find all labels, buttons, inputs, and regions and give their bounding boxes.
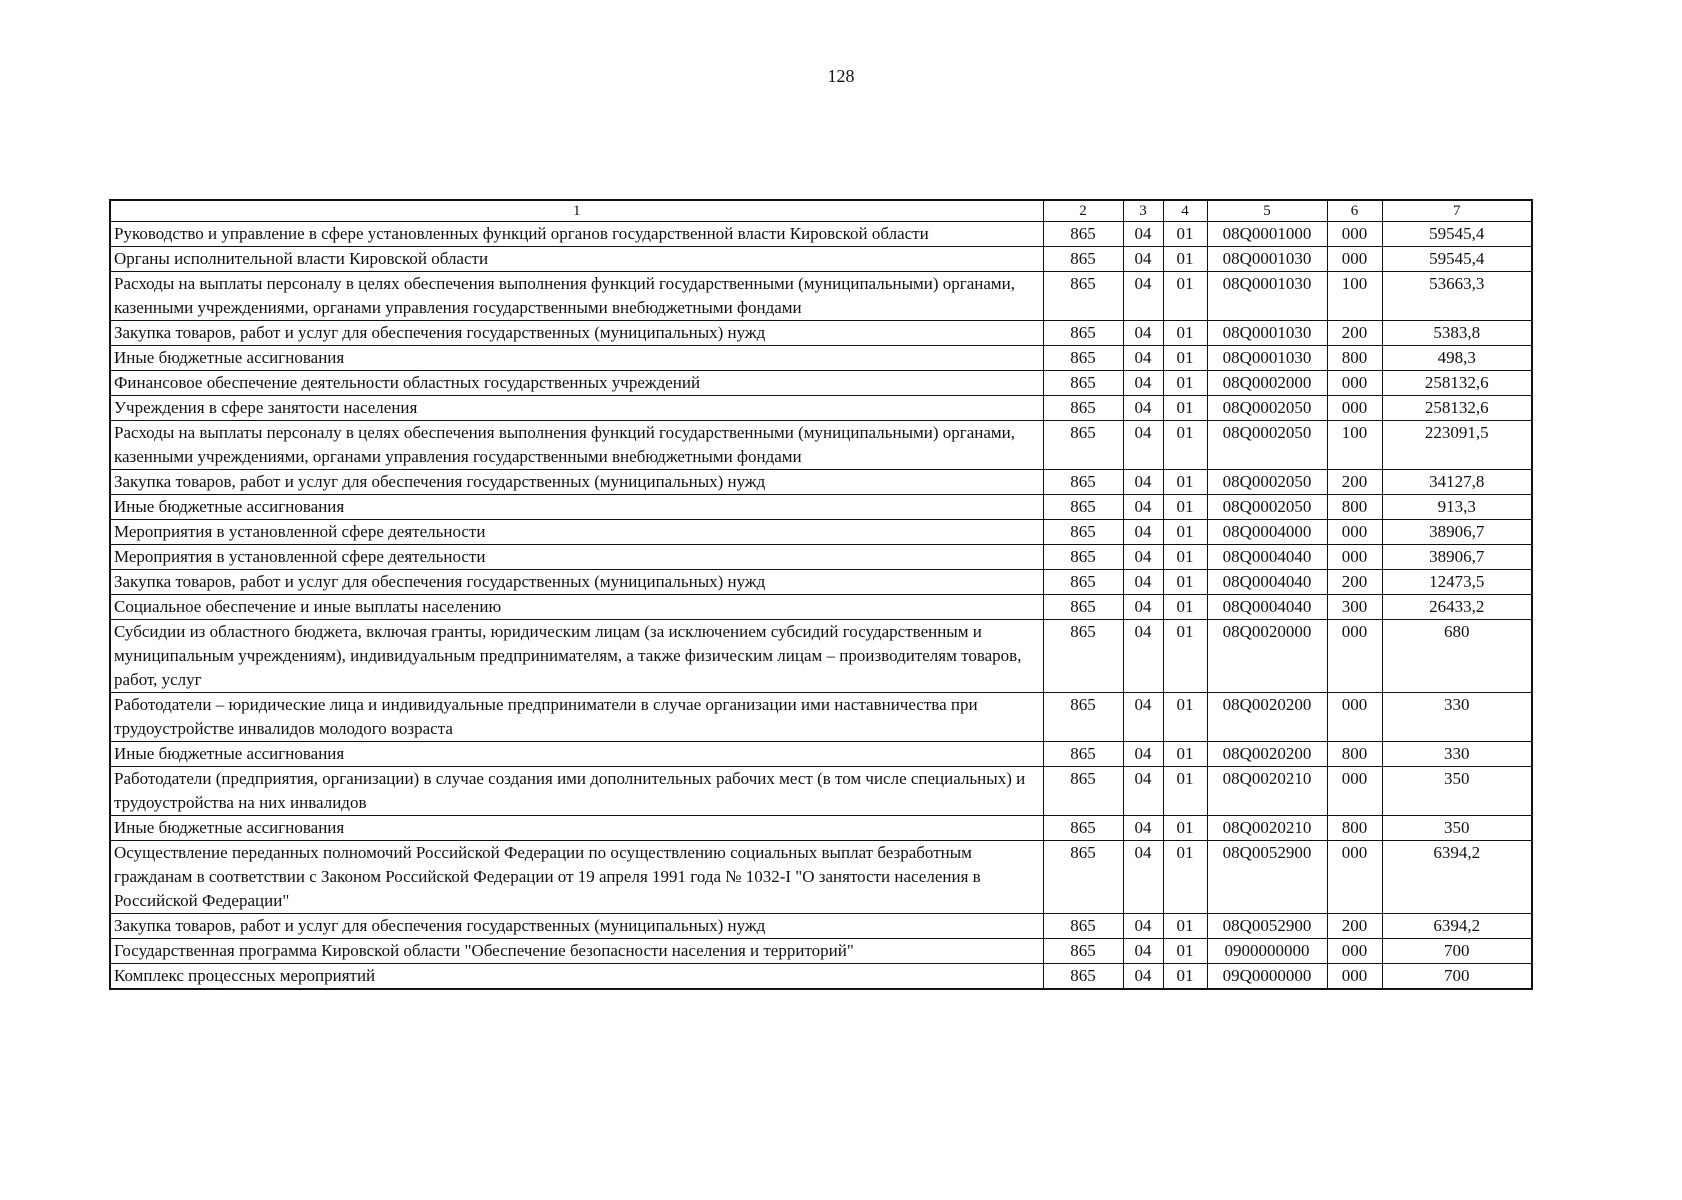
amount-cell: 223091,5 — [1382, 421, 1532, 470]
expense-type-code-cell: 800 — [1327, 742, 1382, 767]
target-article-code-cell: 08Q0001030 — [1207, 247, 1327, 272]
subsection-code-cell: 01 — [1163, 816, 1207, 841]
expense-type-code-cell: 000 — [1327, 939, 1382, 964]
item-name-cell: Иные бюджетные ассигнования — [110, 742, 1043, 767]
subsection-code-cell: 01 — [1163, 495, 1207, 520]
section-code-cell: 04 — [1123, 570, 1163, 595]
ministry-code-cell: 865 — [1043, 620, 1123, 693]
section-code-cell: 04 — [1123, 693, 1163, 742]
table-row — [110, 545, 1532, 570]
expense-type-code-cell: 800 — [1327, 495, 1382, 520]
item-name-cell: Закупка товаров, работ и услуг для обеспечения государственных (муниципальных) нужд — [110, 570, 1043, 595]
subsection-code-cell: 01 — [1163, 964, 1207, 990]
ministry-code-cell: 865 — [1043, 545, 1123, 570]
expense-type-code-cell: 000 — [1327, 841, 1382, 914]
ministry-code-cell: 865 — [1043, 421, 1123, 470]
expense-type-code-cell: 800 — [1327, 346, 1382, 371]
amount-cell: 330 — [1382, 693, 1532, 742]
amount-cell: 38906,7 — [1382, 545, 1532, 570]
expense-type-code-cell: 000 — [1327, 620, 1382, 693]
target-article-code-cell: 08Q0002050 — [1207, 495, 1327, 520]
subsection-code-cell: 01 — [1163, 520, 1207, 545]
subsection-code-cell: 01 — [1163, 421, 1207, 470]
subsection-code-cell: 01 — [1163, 595, 1207, 620]
ministry-code-cell: 865 — [1043, 520, 1123, 545]
target-article-code-cell: 08Q0001000 — [1207, 222, 1327, 247]
table-row — [110, 841, 1532, 914]
subsection-code-cell: 01 — [1163, 272, 1207, 321]
table-row — [110, 816, 1532, 841]
target-article-code-cell: 08Q0001030 — [1207, 346, 1327, 371]
ministry-code-cell: 865 — [1043, 816, 1123, 841]
amount-cell: 498,3 — [1382, 346, 1532, 371]
item-name-cell: Работодатели (предприятия, организации) в случае создания ими дополнительных рабочих мест (в том числе специальных) и трудоустройства на них инвалидов — [110, 767, 1043, 816]
ministry-code-cell: 865 — [1043, 247, 1123, 272]
table-row — [110, 767, 1532, 816]
section-code-cell: 04 — [1123, 816, 1163, 841]
section-code-cell: 04 — [1123, 396, 1163, 421]
section-code-cell: 04 — [1123, 767, 1163, 816]
section-code-cell: 04 — [1123, 247, 1163, 272]
section-code-cell: 04 — [1123, 495, 1163, 520]
item-name-cell: Руководство и управление в сфере установленных функций органов государственной власти Кировской области — [110, 222, 1043, 247]
amount-cell: 350 — [1382, 816, 1532, 841]
expense-type-code-cell: 000 — [1327, 693, 1382, 742]
table-row — [110, 495, 1532, 520]
subsection-code-cell: 01 — [1163, 767, 1207, 816]
ministry-code-cell: 865 — [1043, 495, 1123, 520]
section-code-cell: 04 — [1123, 545, 1163, 570]
target-article-code-cell: 08Q0004040 — [1207, 595, 1327, 620]
table-row — [110, 321, 1532, 346]
expense-type-code-cell: 000 — [1327, 520, 1382, 545]
target-article-code-cell: 08Q0020000 — [1207, 620, 1327, 693]
amount-cell: 59545,4 — [1382, 247, 1532, 272]
table-row — [110, 595, 1532, 620]
subsection-code-cell: 01 — [1163, 570, 1207, 595]
item-name-cell: Иные бюджетные ассигнования — [110, 495, 1043, 520]
amount-cell: 680 — [1382, 620, 1532, 693]
ministry-code-cell: 865 — [1043, 841, 1123, 914]
target-article-code-cell: 08Q0002050 — [1207, 396, 1327, 421]
ministry-code-cell: 865 — [1043, 371, 1123, 396]
subsection-code-cell: 01 — [1163, 371, 1207, 396]
section-code-cell: 04 — [1123, 620, 1163, 693]
section-code-cell: 04 — [1123, 470, 1163, 495]
item-name-cell: Социальное обеспечение и иные выплаты населению — [110, 595, 1043, 620]
expense-type-code-cell: 000 — [1327, 247, 1382, 272]
expense-type-code-cell: 000 — [1327, 396, 1382, 421]
section-code-cell: 04 — [1123, 841, 1163, 914]
expense-type-code-cell: 100 — [1327, 272, 1382, 321]
target-article-code-cell: 08Q0052900 — [1207, 914, 1327, 939]
amount-cell: 26433,2 — [1382, 595, 1532, 620]
subsection-code-cell: 01 — [1163, 346, 1207, 371]
item-name-cell: Комплекс процессных мероприятий — [110, 964, 1043, 990]
table-row — [110, 693, 1532, 742]
item-name-cell: Осуществление переданных полномочий Российской Федерации по осуществлению социальных выплат безработным гражданам в соответствии с Законом Российской Федерации от 19 апреля 1991 года № 1032-I "О занятости населения в Российской Федерации" — [110, 841, 1043, 914]
ministry-code-cell: 865 — [1043, 396, 1123, 421]
expense-type-code-cell: 000 — [1327, 545, 1382, 570]
item-name-cell: Государственная программа Кировской области "Обеспечение безопасности населения и территорий" — [110, 939, 1043, 964]
table-row — [110, 470, 1532, 495]
subsection-code-cell: 01 — [1163, 470, 1207, 495]
ministry-code-cell: 865 — [1043, 595, 1123, 620]
page-number: 128 — [827, 66, 855, 86]
item-name-cell: Иные бюджетные ассигнования — [110, 816, 1043, 841]
item-name-cell: Мероприятия в установленной сфере деятельности — [110, 545, 1043, 570]
table-row — [110, 222, 1532, 247]
target-article-code-cell: 08Q0001030 — [1207, 272, 1327, 321]
section-code-cell: 04 — [1123, 520, 1163, 545]
ministry-code-cell: 865 — [1043, 272, 1123, 321]
table-row — [110, 371, 1532, 396]
item-name-cell: Работодатели – юридические лица и индивидуальные предприниматели в случае организации ими наставничества при трудоустройстве инвалидов молодого возраста — [110, 693, 1043, 742]
subsection-code-cell: 01 — [1163, 247, 1207, 272]
target-article-code-cell: 08Q0052900 — [1207, 841, 1327, 914]
ministry-code-cell: 865 — [1043, 742, 1123, 767]
amount-cell: 913,3 — [1382, 495, 1532, 520]
section-code-cell: 04 — [1123, 742, 1163, 767]
section-code-cell: 04 — [1123, 321, 1163, 346]
target-article-code-cell: 08Q0004000 — [1207, 520, 1327, 545]
ministry-code-cell: 865 — [1043, 346, 1123, 371]
item-name-cell: Закупка товаров, работ и услуг для обеспечения государственных (муниципальных) нужд — [110, 914, 1043, 939]
expense-type-code-cell: 200 — [1327, 570, 1382, 595]
amount-cell: 258132,6 — [1382, 396, 1532, 421]
table-row — [110, 939, 1532, 964]
section-code-cell: 04 — [1123, 371, 1163, 396]
expense-type-code-cell: 000 — [1327, 222, 1382, 247]
target-article-code-cell: 08Q0020210 — [1207, 816, 1327, 841]
target-article-code-cell: 08Q0004040 — [1207, 570, 1327, 595]
section-code-cell: 04 — [1123, 222, 1163, 247]
expense-type-code-cell: 200 — [1327, 914, 1382, 939]
section-code-cell: 04 — [1123, 595, 1163, 620]
item-name-cell: Мероприятия в установленной сфере деятельности — [110, 520, 1043, 545]
amount-cell: 258132,6 — [1382, 371, 1532, 396]
col-header-2: 2 — [1043, 200, 1123, 222]
expense-type-code-cell: 200 — [1327, 470, 1382, 495]
subsection-code-cell: 01 — [1163, 841, 1207, 914]
col-header-3: 3 — [1123, 200, 1163, 222]
table-row — [110, 964, 1532, 990]
amount-cell: 700 — [1382, 939, 1532, 964]
amount-cell: 34127,8 — [1382, 470, 1532, 495]
ministry-code-cell: 865 — [1043, 767, 1123, 816]
subsection-code-cell: 01 — [1163, 545, 1207, 570]
expense-type-code-cell: 800 — [1327, 816, 1382, 841]
amount-cell: 700 — [1382, 964, 1532, 990]
target-article-code-cell: 08Q0020200 — [1207, 693, 1327, 742]
table-body — [110, 222, 1532, 990]
target-article-code-cell: 08Q0002050 — [1207, 470, 1327, 495]
table-row — [110, 620, 1532, 693]
item-name-cell: Органы исполнительной власти Кировской области — [110, 247, 1043, 272]
amount-cell: 53663,3 — [1382, 272, 1532, 321]
table-row — [110, 396, 1532, 421]
col-header-4: 4 — [1163, 200, 1207, 222]
amount-cell: 350 — [1382, 767, 1532, 816]
subsection-code-cell: 01 — [1163, 914, 1207, 939]
item-name-cell: Закупка товаров, работ и услуг для обеспечения государственных (муниципальных) нужд — [110, 321, 1043, 346]
ministry-code-cell: 865 — [1043, 693, 1123, 742]
target-article-code-cell: 08Q0020200 — [1207, 742, 1327, 767]
target-article-code-cell: 08Q0002000 — [1207, 371, 1327, 396]
ministry-code-cell: 865 — [1043, 964, 1123, 990]
subsection-code-cell: 01 — [1163, 742, 1207, 767]
ministry-code-cell: 865 — [1043, 570, 1123, 595]
subsection-code-cell: 01 — [1163, 222, 1207, 247]
target-article-code-cell: 08Q0020210 — [1207, 767, 1327, 816]
item-name-cell: Закупка товаров, работ и услуг для обеспечения государственных (муниципальных) нужд — [110, 470, 1043, 495]
table-row — [110, 272, 1532, 321]
item-name-cell: Финансовое обеспечение деятельности областных государственных учреждений — [110, 371, 1043, 396]
ministry-code-cell: 865 — [1043, 321, 1123, 346]
table-row — [110, 346, 1532, 371]
target-article-code-cell: 09Q0000000 — [1207, 964, 1327, 990]
col-header-1: 1 — [110, 200, 1043, 222]
target-article-code-cell: 08Q0001030 — [1207, 321, 1327, 346]
target-article-code-cell: 08Q0002050 — [1207, 421, 1327, 470]
target-article-code-cell: 08Q0004040 — [1207, 545, 1327, 570]
section-code-cell: 04 — [1123, 346, 1163, 371]
section-code-cell: 04 — [1123, 939, 1163, 964]
item-name-cell: Расходы на выплаты персоналу в целях обеспечения выполнения функций государственными (муниципальными) органами, казенными учреждениями, органами управления государственными внебюджетными фондами — [110, 272, 1043, 321]
amount-cell: 330 — [1382, 742, 1532, 767]
item-name-cell: Расходы на выплаты персоналу в целях обеспечения выполнения функций государственными (муниципальными) органами, казенными учреждениями, органами управления государственными внебюджетными фондами — [110, 421, 1043, 470]
expense-type-code-cell: 000 — [1327, 371, 1382, 396]
table-row — [110, 570, 1532, 595]
section-code-cell: 04 — [1123, 914, 1163, 939]
col-header-5: 5 — [1207, 200, 1327, 222]
subsection-code-cell: 01 — [1163, 620, 1207, 693]
ministry-code-cell: 865 — [1043, 222, 1123, 247]
expense-type-code-cell: 100 — [1327, 421, 1382, 470]
section-code-cell: 04 — [1123, 272, 1163, 321]
expense-type-code-cell: 200 — [1327, 321, 1382, 346]
col-header-7: 7 — [1382, 200, 1532, 222]
table-row — [110, 914, 1532, 939]
expense-type-code-cell: 000 — [1327, 767, 1382, 816]
budget-table — [109, 199, 1533, 990]
subsection-code-cell: 01 — [1163, 693, 1207, 742]
amount-cell: 6394,2 — [1382, 841, 1532, 914]
ministry-code-cell: 865 — [1043, 914, 1123, 939]
table-row — [110, 742, 1532, 767]
col-header-6: 6 — [1327, 200, 1382, 222]
section-code-cell: 04 — [1123, 421, 1163, 470]
subsection-code-cell: 01 — [1163, 939, 1207, 964]
item-name-cell: Учреждения в сфере занятости населения — [110, 396, 1043, 421]
table-row — [110, 421, 1532, 470]
subsection-code-cell: 01 — [1163, 321, 1207, 346]
amount-cell: 6394,2 — [1382, 914, 1532, 939]
item-name-cell: Субсидии из областного бюджета, включая гранты, юридическим лицам (за исключением субсидий государственным и муниципальным учреждениям), индивидуальным предпринимателям, а также физическим лицам – производителям товаров, работ, услуг — [110, 620, 1043, 693]
ministry-code-cell: 865 — [1043, 939, 1123, 964]
expense-type-code-cell: 000 — [1327, 964, 1382, 990]
amount-cell: 5383,8 — [1382, 321, 1532, 346]
amount-cell: 38906,7 — [1382, 520, 1532, 545]
amount-cell: 59545,4 — [1382, 222, 1532, 247]
amount-cell: 12473,5 — [1382, 570, 1532, 595]
ministry-code-cell: 865 — [1043, 470, 1123, 495]
expense-type-code-cell: 300 — [1327, 595, 1382, 620]
section-code-cell: 04 — [1123, 964, 1163, 990]
header-row — [110, 200, 1532, 222]
target-article-code-cell: 0900000000 — [1207, 939, 1327, 964]
subsection-code-cell: 01 — [1163, 396, 1207, 421]
item-name-cell: Иные бюджетные ассигнования — [110, 346, 1043, 371]
table-row — [110, 520, 1532, 545]
table-row — [110, 247, 1532, 272]
